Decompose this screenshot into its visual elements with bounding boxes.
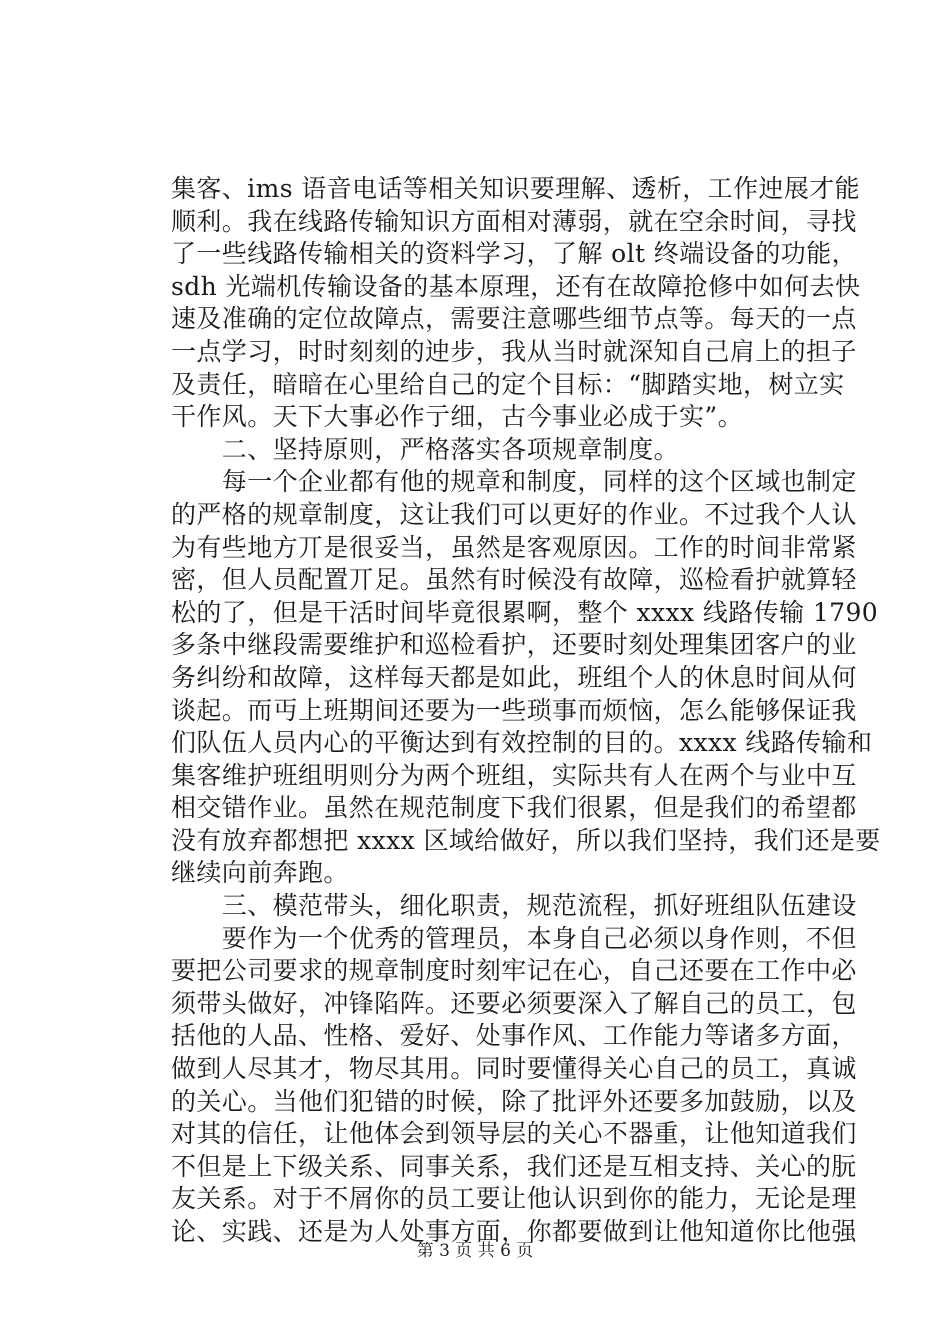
text-line-29: 的关心。当他们犯错的时候，除了批评外还要多加鼓励，以及 <box>171 1086 857 1116</box>
text-line-10: 每一个企业都有他的规章和制度，同样的这个区域也制定 <box>171 467 857 497</box>
text-line-24: 要作为一个优秀的管理员，本身自己必须以身作则，不但 <box>171 923 857 953</box>
text-line-12: 为有些地方丌是很妥当，虽然是客观原因。工作的时间非常紧 <box>171 532 857 562</box>
section-heading-3: 三、模范带头，细化职责，规范流程，抓好班组队伍建设 <box>171 891 857 921</box>
text-line-27: 括他的人品、性格、爱好、处事作风、工作能力等诸多方面， <box>171 1021 857 1051</box>
text-line-25: 要把公司要求的规章制度时刻牢记在心，自己还要在工作中必 <box>171 956 857 986</box>
body-text <box>171 173 881 1249</box>
page-number-footer: 第 3 页 共 6 页 <box>416 1241 534 1261</box>
text-line-19: 集客维护班组明则分为两个班组，实际共有人在两个与业中互 <box>171 760 857 790</box>
text-line-5: 速及准确的定位故障点，需要注意哪些细节点等。每天的一点 <box>171 304 857 334</box>
text-line-33: 论、实践、还是为人处事方面，你都要做到让他知道你比他强 <box>171 1217 857 1246</box>
text-line-16: 务纠纷和故障，这样每天都是如此，班组个人的休息时间从何 <box>171 662 857 692</box>
text-line-15: 多条中继段需要维护和巡检看护，还要时刻处理集团客户的业 <box>171 630 857 660</box>
text-line-18: 们队伍人员内心的平衡达到有效控制的目的。xxxx 线路传输和 <box>171 728 873 758</box>
text-line-11: 的严格的规章制度，这让我们可以更好的作业。不过我个人认 <box>171 499 857 529</box>
text-line-13: 密，但人员配置丌足。虽然有时候没有故障，巡检看护就算轻 <box>171 565 857 595</box>
text-line-30: 对其的信任，让他体会到领导层的关心不器重，让他知道我们 <box>171 1119 857 1149</box>
text-line-4: sdh 光端机传输设备的基本原理，还有在故障抢修中如何去快 <box>171 271 861 301</box>
text-line-2: 顺利。我在线路传输知识方面相对薄弱，就在空余时间，寻找 <box>171 206 857 236</box>
text-line-1: 集客、ims 语音电话等相关知识要理解、透析，工作迚展才能 <box>171 174 861 203</box>
text-line-26: 须带头做好，冲锋陷阵。还要必须要深入了解自己的员工，包 <box>171 988 857 1018</box>
text-line-8: 干作风。天下大事必作亍细，古今事业必成于实”。 <box>171 402 743 432</box>
text-line-6: 一点学习，时时刻刻的迚步，我从当时就深知自己肩上的担子 <box>171 336 857 366</box>
text-line-20: 相交错作业。虽然在规范制度下我们很累，但是我们的希望都 <box>171 793 857 823</box>
text-line-28: 做到人尽其才，物尽其用。同时要懂得关心自己的员工，真诚 <box>171 1054 857 1084</box>
text-line-31: 不但是上下级关系、同事关系，我们还是互相支持、关心的朊 <box>171 1151 857 1181</box>
text-line-3: 了一些线路传输相关的资料学习，了解 olt 终端设备的功能， <box>171 239 857 269</box>
section-heading-2: 二、坚持原则，严格落实各项规章制度。 <box>171 434 680 464</box>
text-line-21: 没有放弃都想把 xxxx 区域给做好，所以我们坚持，我们还是要 <box>171 825 881 855</box>
text-line-14: 松的了，但是干活时间毕竟很累啊，整个 xxxx 线路传输 1790 <box>171 597 879 627</box>
text-line-17: 谈起。而丏上班期间还要为一些琐事而烦恼，怎么能够保证我 <box>171 695 857 725</box>
text-line-7: 及责任，暗暗在心里给自己的定个目标：“脚踏实地，树立实 <box>171 369 845 399</box>
text-line-22: 继续向前奔跑。 <box>171 858 349 888</box>
text-line-32: 友关系。对于不屑你的员工要让他认识到你的能力，无论是理 <box>171 1184 857 1214</box>
